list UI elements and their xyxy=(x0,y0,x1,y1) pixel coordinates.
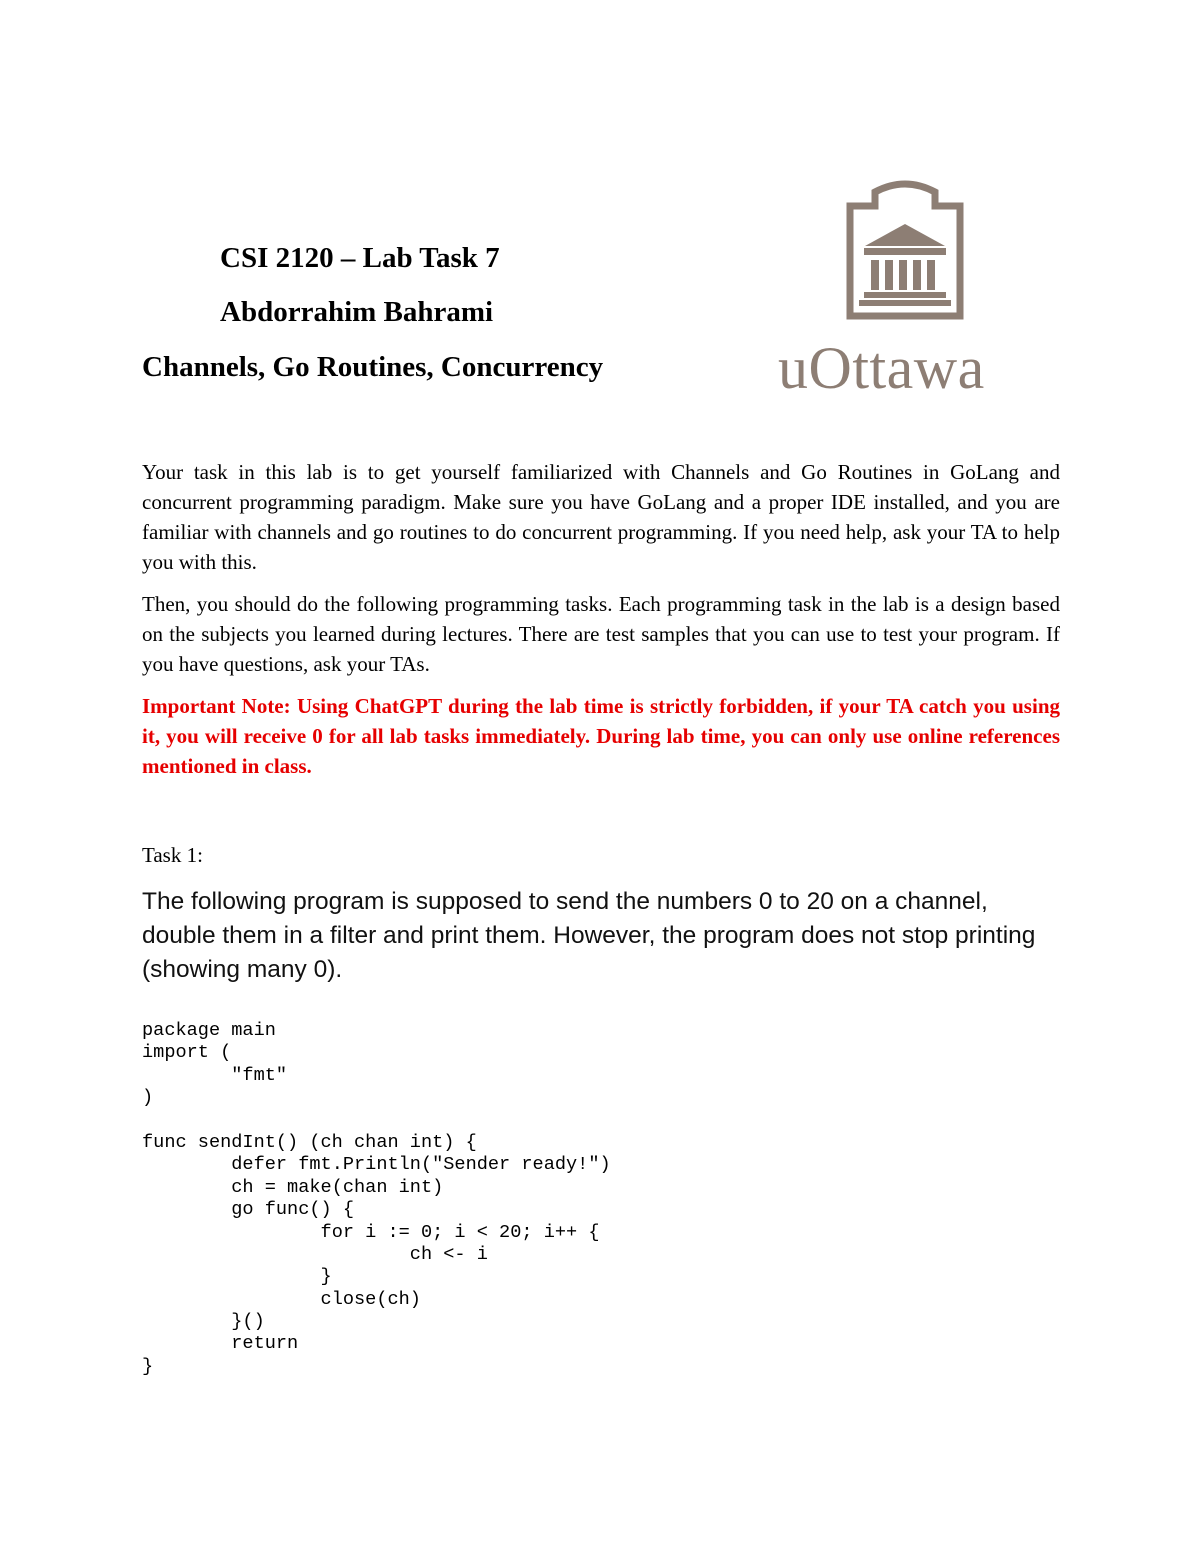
code-line: ) xyxy=(142,1087,154,1109)
code-line: }() xyxy=(142,1311,265,1333)
important-note: Important Note: Using ChatGPT during the lab time is strictly forbidden, if your TA catch you using it, you will receive 0 for all lab tasks immediately. During lab time, you can only use online references mentioned in class. xyxy=(142,694,1060,778)
page-title: CSI 2120 – Lab Task 7 xyxy=(220,242,500,274)
code-line: go func() { xyxy=(142,1199,355,1221)
code-line: defer fmt.Println("Sender ready!") xyxy=(142,1154,611,1176)
code-line: ch = make(chan int) xyxy=(142,1176,444,1198)
code-line: return xyxy=(142,1333,299,1355)
code-line: } xyxy=(142,1355,154,1377)
code-line: package main xyxy=(142,1020,276,1041)
code-block xyxy=(142,1020,611,1378)
code-line: } xyxy=(142,1266,332,1288)
task-1-label: Task 1: xyxy=(142,843,203,867)
code-line xyxy=(142,1110,611,1132)
code-line: func sendInt() (ch chan int) { xyxy=(142,1131,477,1153)
code-line: import ( xyxy=(142,1042,232,1064)
code-line: ch <- i xyxy=(142,1243,488,1265)
instructions-paragraph: Then, you should do the following programming tasks. Each programming task in the lab is a design based on the subjects you learned during lectures. There are test samples that you can use to test your program. If you have questions, ask your TAs. xyxy=(142,592,1060,676)
page-subtitle: Channels, Go Routines, Concurrency xyxy=(142,351,604,383)
code-line: close(ch) xyxy=(142,1288,421,1310)
intro-paragraph: Your task in this lab is to get yourself familiarized with Channels and Go Routines in GoLang and concurrent programming paradigm. Make sure you have GoLang and a proper IDE installed, and you are familiar with channels and go routines to do concurrent programming. If you need help, ask your TA to help you with this. xyxy=(142,460,1060,574)
code-line: "fmt" xyxy=(142,1064,288,1086)
author-name: Abdorrahim Bahrami xyxy=(220,296,494,328)
uottawa-logo-text: uOttawa xyxy=(778,335,985,401)
code-line: for i := 0; i < 20; i++ { xyxy=(142,1221,600,1243)
task-1-description: The following program is supposed to send the numbers 0 to 20 on a channel, double them in a filter and print them. However, the program does not stop printing (showing many 0). xyxy=(142,888,1036,983)
